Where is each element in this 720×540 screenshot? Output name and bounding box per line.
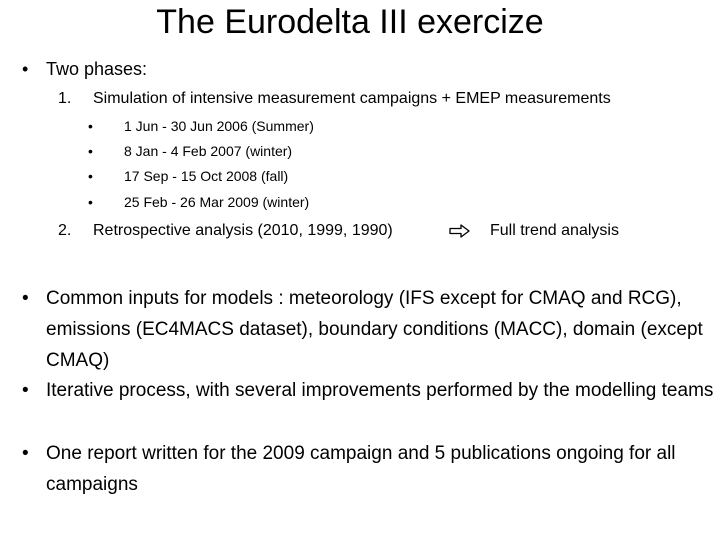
- bullet-glyph: •: [22, 59, 29, 79]
- point-text: Common inputs for models : meteorology (IFS except for CMAQ and RCG), emissions (EC4MACS dataset), boundary conditions (MACC), domain (except CMAQ): [46, 288, 703, 371]
- bullet-glyph: •: [88, 143, 93, 159]
- point-text: Iterative process, with several improvements performed by the modelling teams: [46, 380, 714, 401]
- list-item: [22, 375, 717, 406]
- right-arrow-icon: [449, 224, 471, 238]
- campaign-item: [88, 167, 288, 185]
- point-text: One report written for the 2009 campaign and 5 publications ongoing for all campaigns: [46, 443, 676, 495]
- bullet-glyph: •: [88, 194, 93, 210]
- bullet-glyph: •: [22, 288, 29, 309]
- bullet-glyph: •: [88, 168, 93, 184]
- phase-2-row: [58, 221, 393, 241]
- phase-2-text: Retrospective analysis (2010, 1999, 1990): [93, 222, 393, 239]
- bullet-glyph: •: [22, 443, 29, 464]
- bullet-glyph: •: [88, 118, 93, 134]
- campaign-date: 25 Feb - 26 Mar 2009 (winter): [124, 194, 310, 210]
- phases-heading: Two phases:: [46, 59, 148, 79]
- phase-1-number: 1.: [58, 90, 72, 107]
- slide-title: The Eurodelta III exercize: [156, 3, 544, 41]
- bullet-glyph: •: [22, 380, 29, 401]
- phase-2-number: 2.: [58, 222, 72, 239]
- list-item: [22, 283, 717, 376]
- campaign-item: [88, 193, 309, 211]
- list-item: [22, 438, 717, 500]
- phase-1-row: [58, 89, 611, 109]
- phase-1-text: Simulation of intensive measurement campaigns + EMEP measurements: [93, 90, 611, 107]
- campaign-date: 17 Sep - 15 Oct 2008 (fall): [124, 168, 289, 184]
- campaign-item: [88, 142, 292, 160]
- campaign-date: 1 Jun - 30 Jun 2006 (Summer): [124, 118, 314, 134]
- campaign-item: [88, 117, 314, 135]
- phase-2-result: Full trend analysis: [490, 222, 619, 239]
- campaign-date: 8 Jan - 4 Feb 2007 (winter): [124, 143, 293, 159]
- phases-heading-row: [22, 58, 147, 80]
